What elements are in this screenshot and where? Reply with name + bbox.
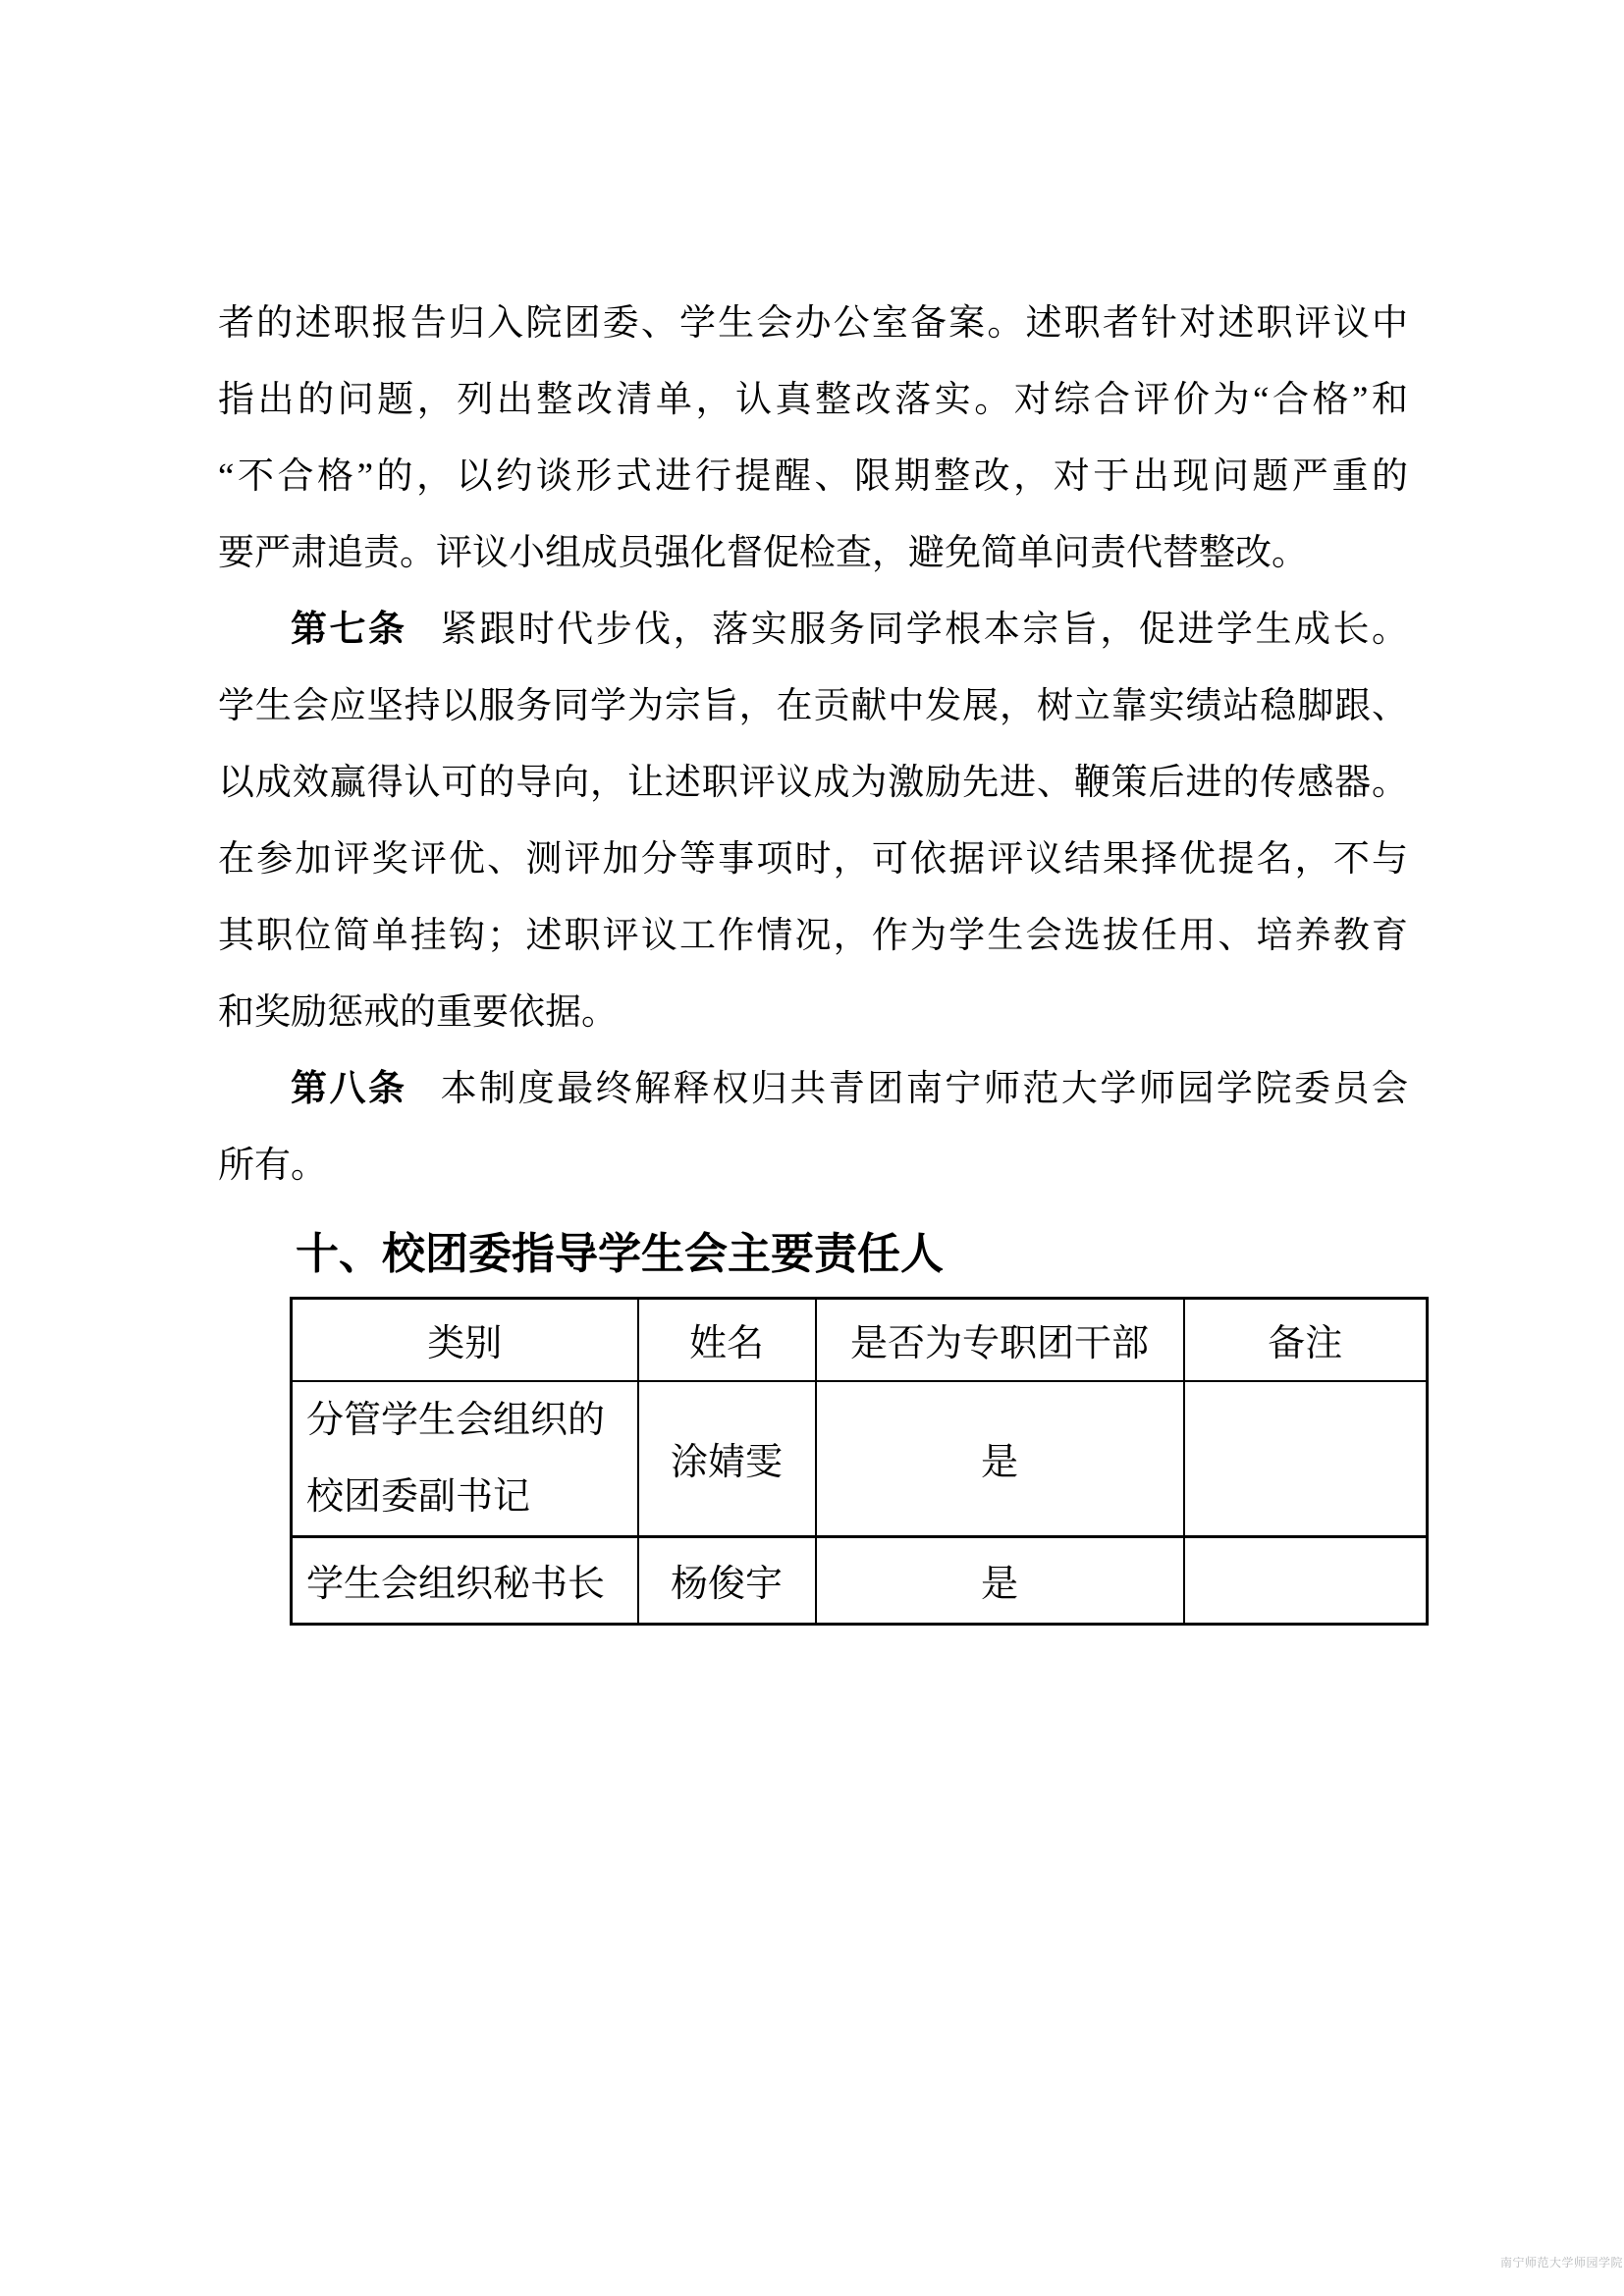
body-text xyxy=(218,286,1408,1204)
table-row xyxy=(292,1381,1428,1537)
paragraph-line: 其职位简单挂钩；述职评议工作情况，作为学生会选拔任用、培养教育 xyxy=(218,916,1408,956)
paragraph-line: “不合格”的，以约谈形式进行提醒、限期整改，对于出现问题严重的 xyxy=(218,456,1408,497)
cell-name: 杨俊宇 xyxy=(638,1536,816,1624)
header-name: 姓名 xyxy=(638,1299,816,1381)
paragraph-line: 者的述职报告归入院团委、学生会办公室备案。述职者针对述职评议中 xyxy=(218,303,1408,344)
header-remark: 备注 xyxy=(1184,1299,1428,1381)
paragraph-line: 要严肃追责。评议小组成员强化督促检查，避免简单问责代替整改。 xyxy=(218,533,1308,573)
paragraph-line: 所有。 xyxy=(218,1146,327,1186)
paragraph-line-text: 本制度最终解释权归共青团南宁师范大学师园学院委员会 xyxy=(440,1069,1409,1109)
paragraph-line xyxy=(218,592,1408,668)
page-watermark: 南宁师范大学师园学院 xyxy=(1500,2256,1624,2269)
cell-remark xyxy=(1184,1381,1428,1537)
paragraph-line: 和奖励惩戒的重要依据。 xyxy=(218,992,618,1033)
table-header-row xyxy=(292,1299,1428,1381)
cell-full-time: 是 xyxy=(816,1381,1184,1537)
category-line: 校团委副书记 xyxy=(306,1475,531,1518)
paragraph-line: 在参加评奖评优、测评加分等事项时，可依据评议结果择优提名，不与 xyxy=(218,839,1408,880)
cell-category xyxy=(292,1381,638,1537)
article-number: 第七条 xyxy=(291,610,407,650)
category-line: 分管学生会组织的 xyxy=(306,1399,606,1441)
paragraph-line: 指出的问题，列出整改清单，认真整改落实。对综合评价为“合格”和 xyxy=(218,380,1408,420)
cell-name: 涂婧雯 xyxy=(638,1381,816,1537)
paragraph-line: 学生会应坚持以服务同学为宗旨，在贡献中发展，树立靠实绩站稳脚跟、 xyxy=(218,686,1408,726)
section-heading: 十、校团委指导学生会主要责任人 xyxy=(296,1230,944,1278)
header-category: 类别 xyxy=(292,1299,638,1381)
cell-remark xyxy=(1184,1536,1428,1624)
cell-category: 学生会组织秘书长 xyxy=(292,1536,638,1624)
responsibility-table xyxy=(290,1297,1429,1626)
paragraph-line-text: 紧跟时代步伐，落实服务同学根本宗旨，促进学生成长。 xyxy=(440,610,1409,650)
table-row xyxy=(292,1536,1428,1624)
paragraph-line: 以成效赢得认可的导向，让述职评议成为激励先进、鞭策后进的传感器。 xyxy=(218,763,1408,803)
cell-full-time: 是 xyxy=(816,1536,1184,1624)
paragraph-line xyxy=(218,1051,1408,1128)
header-full-time: 是否为专职团干部 xyxy=(816,1299,1184,1381)
article-number: 第八条 xyxy=(291,1069,407,1109)
